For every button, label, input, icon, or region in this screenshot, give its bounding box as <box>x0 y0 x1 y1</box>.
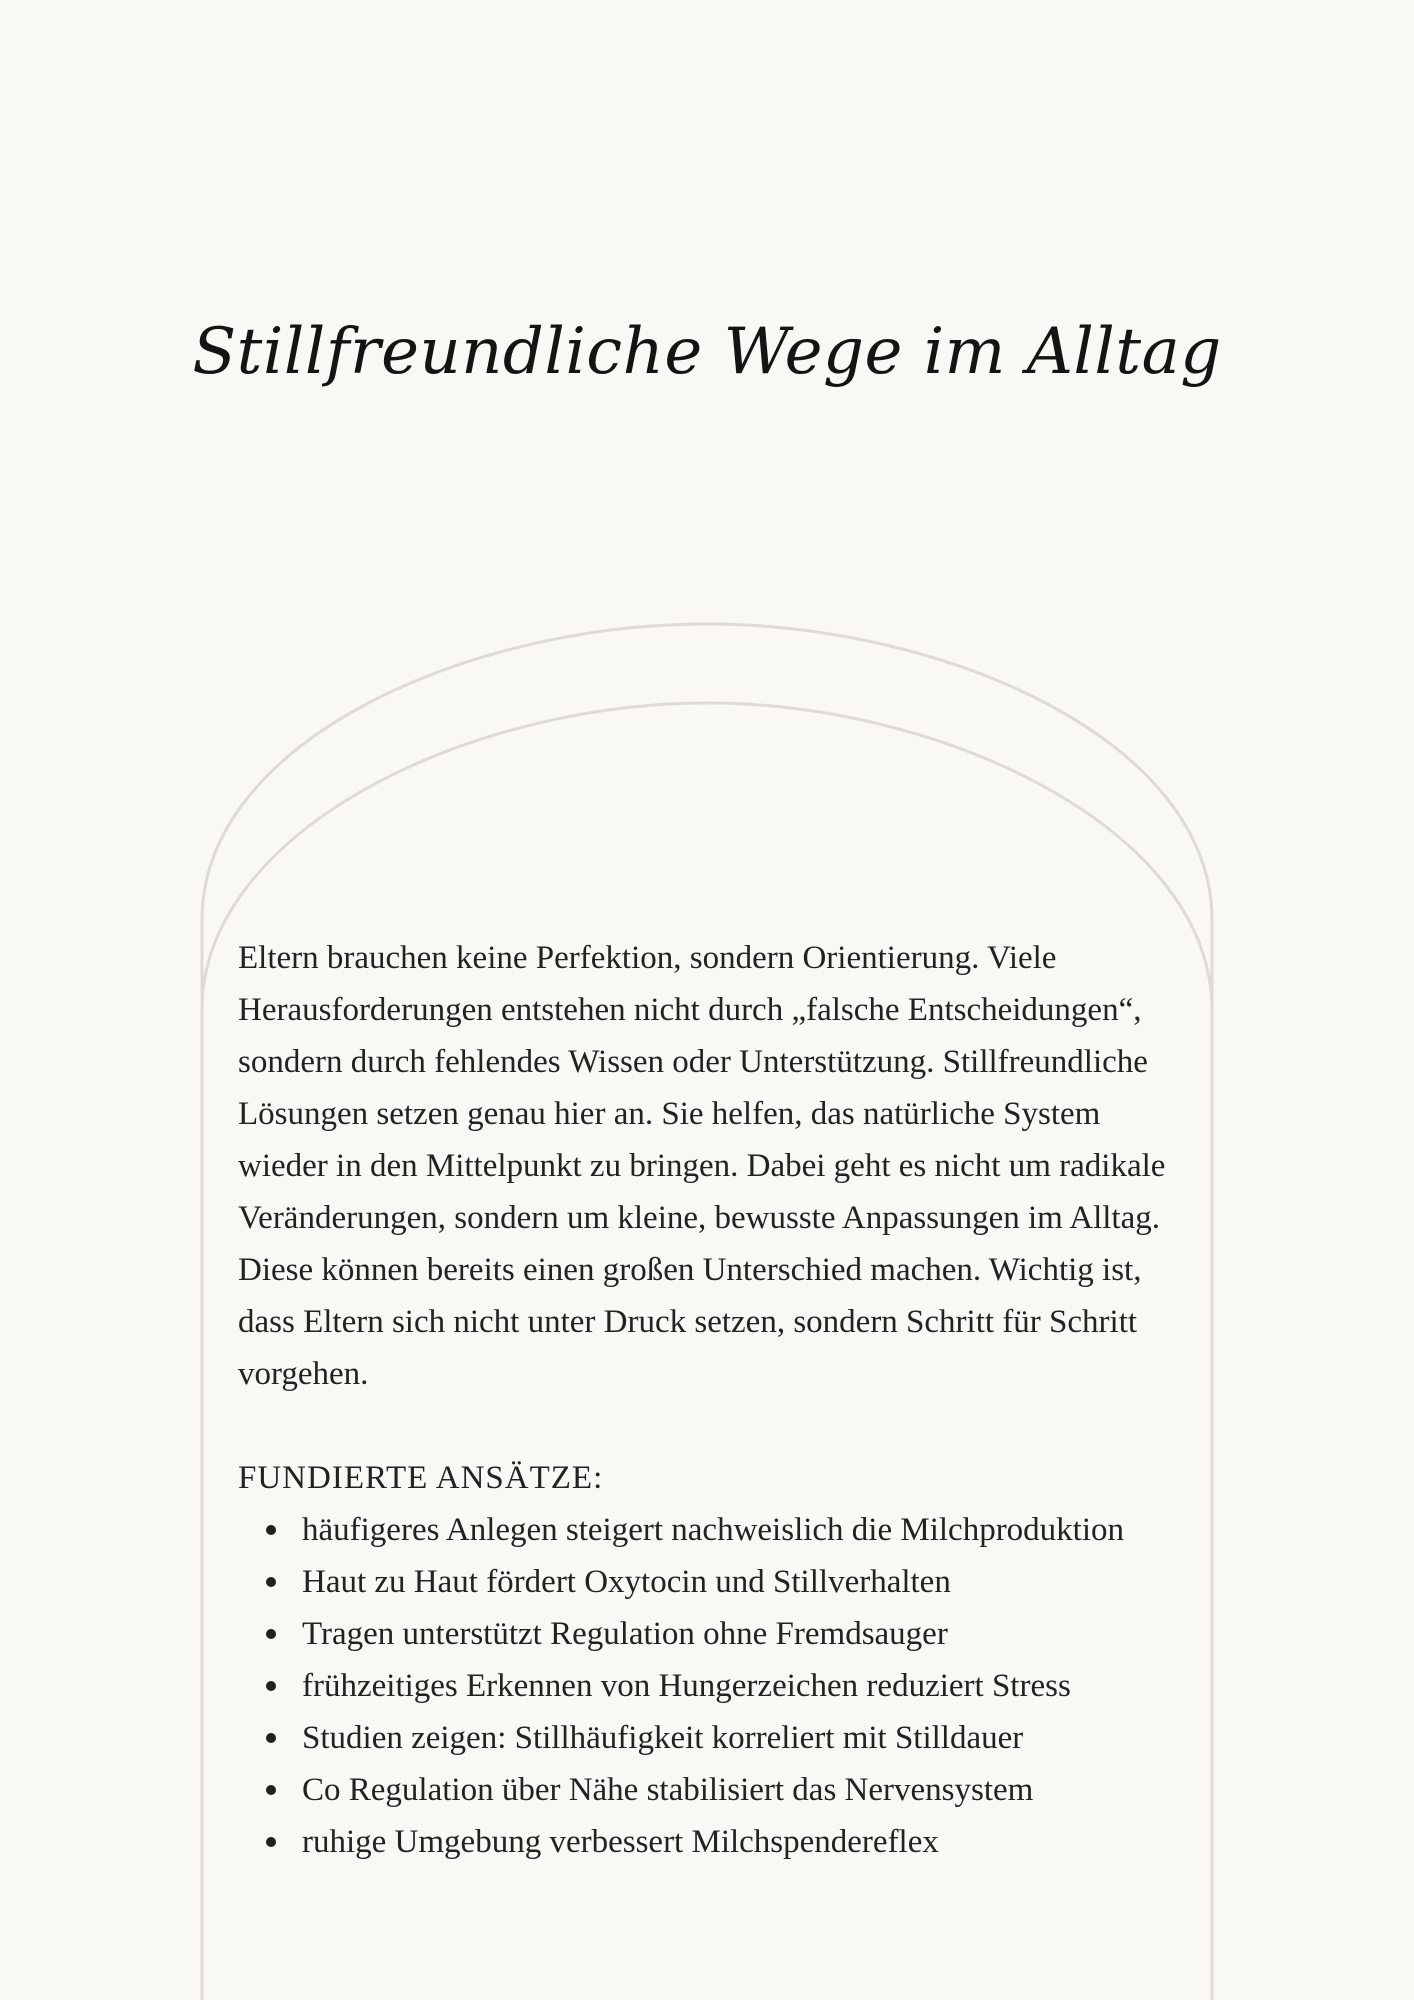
list-item-text: ruhige Umgebung verbessert Milchspendereflex <box>302 1824 939 1860</box>
list-item-text: Tragen unterstützt Regulation ohne Fremdsauger <box>302 1616 948 1652</box>
bullet-icon <box>266 1525 276 1535</box>
list-item <box>238 1608 1188 1660</box>
bullet-icon <box>266 1681 276 1691</box>
list-item <box>238 1556 1188 1608</box>
bullet-icon <box>266 1837 276 1847</box>
bullet-icon <box>266 1577 276 1587</box>
bullet-icon <box>266 1733 276 1743</box>
section-heading: FUNDIERTE ANSÄTZE: <box>238 1460 604 1496</box>
list-item-text: Co Regulation über Nähe stabilisiert das Nervensystem <box>302 1772 1034 1808</box>
bullet-icon <box>266 1629 276 1639</box>
approaches-list <box>238 1504 1188 1868</box>
list-item-text: häufigeres Anlegen steigert nachweislich die Milchproduktion <box>302 1512 1125 1548</box>
intro-paragraph: Eltern brauchen keine Perfektion, sondern Orientierung. Viele Herausforderungen entstehen nicht durch „falsche Entscheidungen“, sondern durch fehlendes Wissen oder Unterstützung. Stillfreundliche Lösungen setzen genau hier an. Sie helfen, das natürliche System wieder in den Mittelpunkt zu bringen. Dabei geht es nicht um radikale Veränderungen, sondern um kleine, bewusste Anpassungen im Alltag. Diese können bereits einen großen Unterschied machen. Wichtig ist, dass Eltern sich nicht unter Druck setzen, sondern Schritt für Schritt vorgehen. <box>238 940 1166 1392</box>
list-item <box>238 1816 1188 1868</box>
list-item <box>238 1764 1188 1816</box>
list-item-text: frühzeitiges Erkennen von Hungerzeichen reduziert Stress <box>302 1668 1071 1704</box>
list-item <box>238 1504 1188 1556</box>
main-content <box>238 932 1188 1868</box>
list-item-text: Studien zeigen: Stillhäufigkeit korreliert mit Stilldauer <box>302 1720 1024 1756</box>
list-item-text: Haut zu Haut fördert Oxytocin und Stillverhalten <box>302 1564 951 1600</box>
list-item <box>238 1712 1188 1764</box>
page-title: Stillfreundliche Wege im Alltag <box>192 315 1222 389</box>
bullet-icon <box>266 1785 276 1795</box>
list-item <box>238 1660 1188 1712</box>
